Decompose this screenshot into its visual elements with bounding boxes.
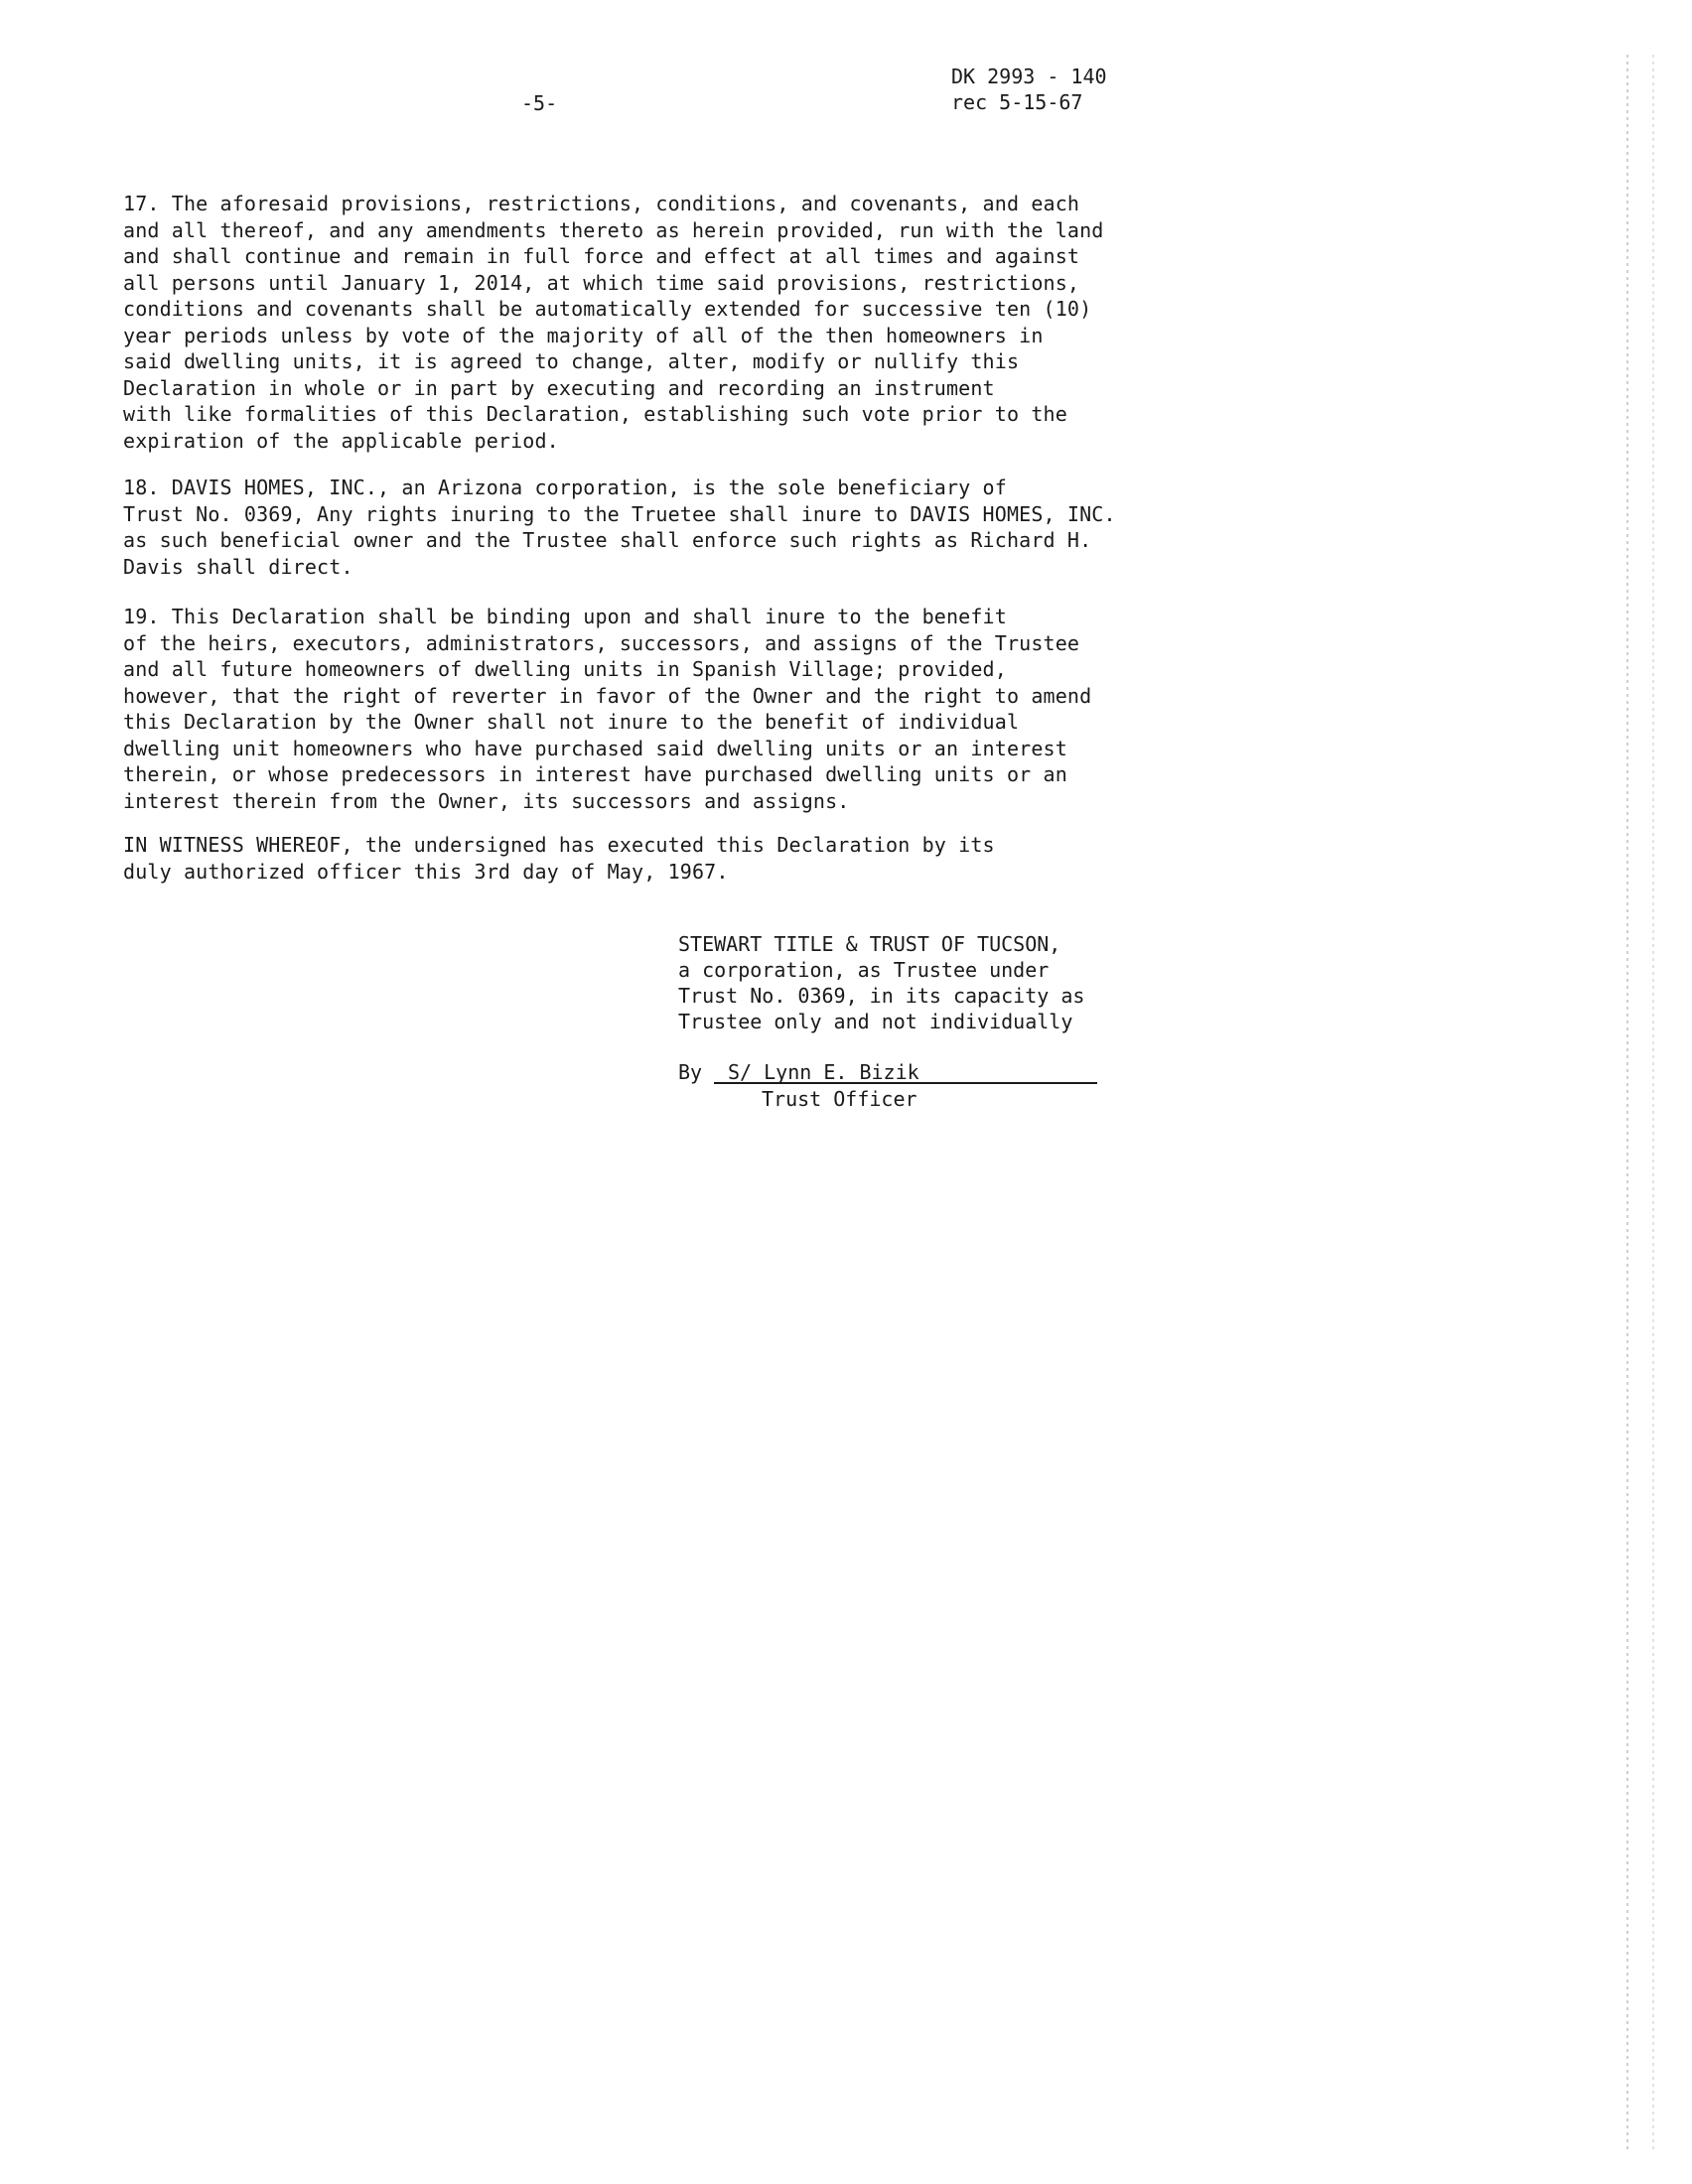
scan-edge-mark (1652, 55, 1654, 2149)
paragraph-18: 18. DAVIS HOMES, INC., an Arizona corporation, is the sole beneficiary of Trust No. 0369, Any rights inuring to the Truetee shall inure to DAVIS HOMES, INC. as such beneficial owner and the Trustee shall enforce such rights as Richard H. Davis shall direct. (123, 476, 1116, 579)
recording-date: rec 5-15-67 (951, 90, 1083, 114)
signer-title: Trust Officer (762, 1087, 917, 1111)
trustee-signature-block: STEWART TITLE & TRUST OF TUCSON, a corporation, as Trustee under Trust No. 0369, in its capacity as Trustee only and not individually (678, 932, 1085, 1033)
paragraph-17: 17. The aforesaid provisions, restrictions, conditions, and covenants, and each and all thereof, and any amendments thereto as herein provided, run with the land and shall continue and remain in full force and effect at all times and against all persons until January 1, 2014, at which time said provisions, restrictions, conditions and covenants shall be automatically extended for successive ten (10) year periods unless by vote of the majority of all of the then homeowners in said dwelling units, it is agreed to change, alter, modify or nullify this Declaration in whole or in part by executing and recording an instrument with like formalities of this Declaration, establishing such vote prior to the expiration of the applicable period. (123, 192, 1104, 453)
witness-clause: IN WITNESS WHEREOF, the undersigned has executed this Declaration by its duly authorized officer this 3rd day of May, 1967. (123, 833, 995, 884)
signature-by-label: By (678, 1060, 703, 1084)
recording-book-page: DK 2993 - 140 (951, 65, 1107, 88)
paragraph-19: 19. This Declaration shall be binding upon and shall inure to the benefit of the heirs, executors, administrators, successors, and assigns of the Trustee and all future homeowners of dwelling units in Spanish Village; provided, however, that the right of reverter in favor of the Owner and the right to amend this Declaration by the Owner shall not inure to the benefit of individual dwelling unit homeowners who have purchased said dwelling units or an interest therein, or whose predecessors in interest have purchased dwelling units or an interest therein from the Owner, its successors and assigns. (123, 605, 1092, 813)
scan-edge-mark (1626, 55, 1628, 2149)
signature-line (678, 1059, 1095, 1111)
page-number: -5- (521, 91, 558, 115)
signer-name: S/ Lynn E. Bizik (714, 1059, 1097, 1084)
recording-reference (951, 64, 1107, 115)
